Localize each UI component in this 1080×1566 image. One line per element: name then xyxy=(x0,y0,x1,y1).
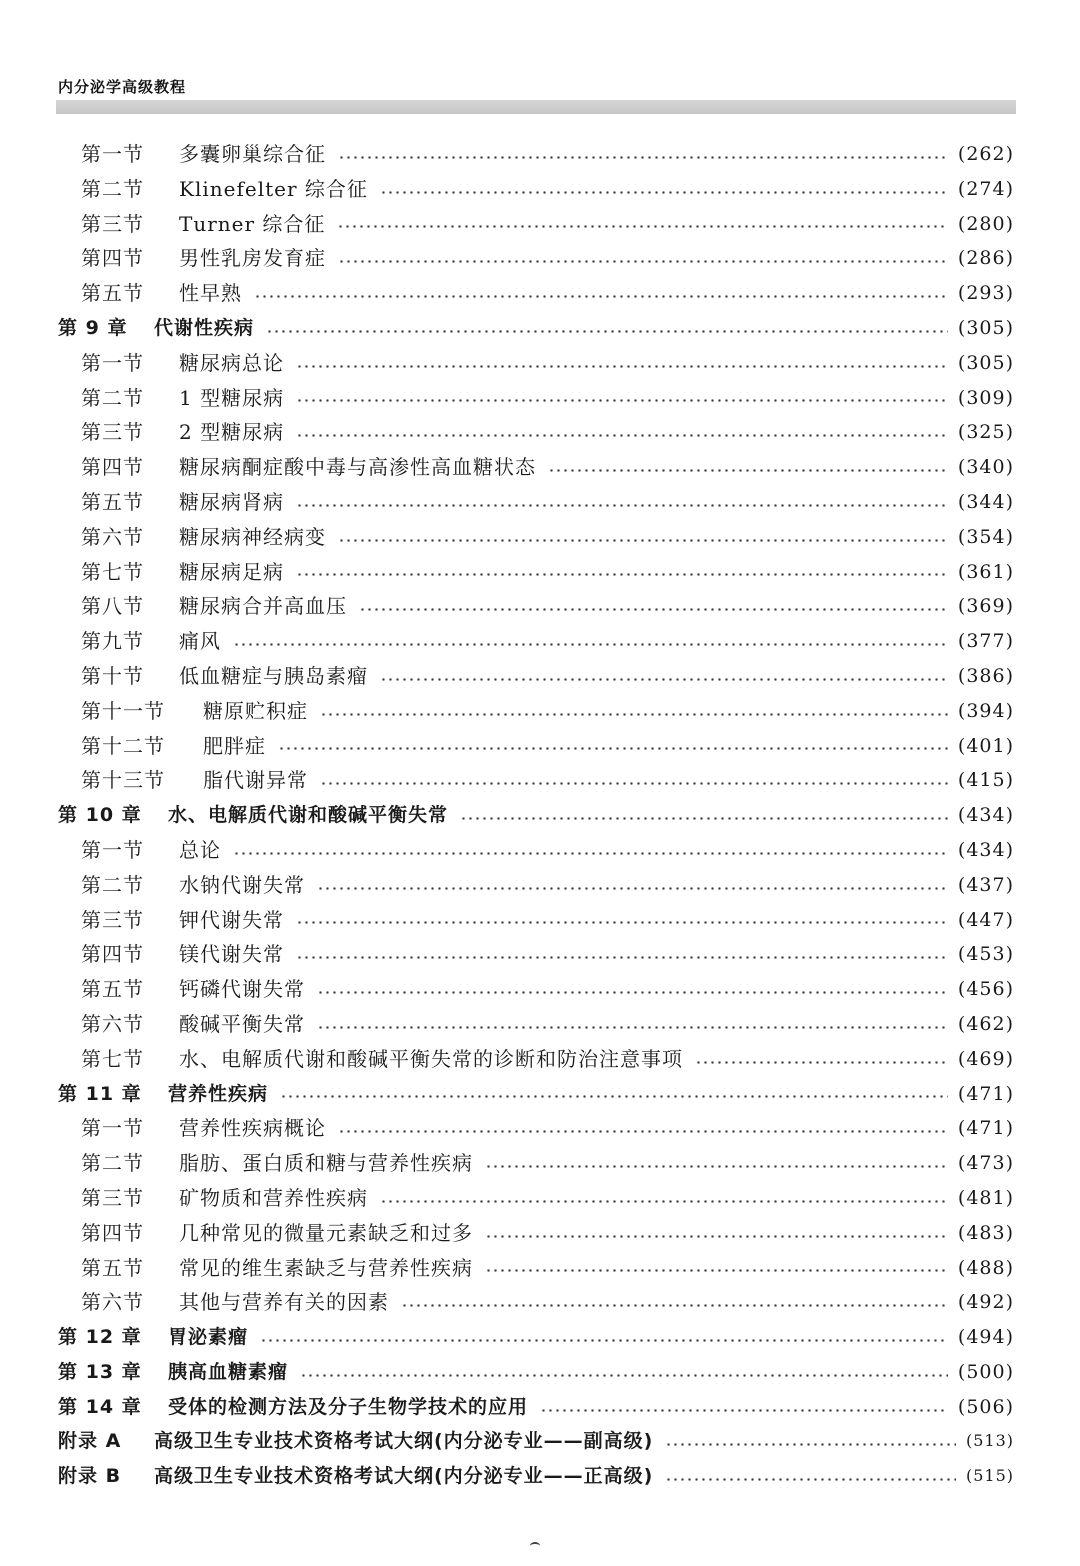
toc-entry-number: 第三节 xyxy=(81,211,144,236)
toc-entry-title: 低血糖症与胰岛素瘤 xyxy=(179,663,368,688)
toc-entry-page: (354) xyxy=(957,525,1014,548)
toc-entry-page: (471) xyxy=(957,1117,1014,1140)
toc-entry-page: (415) xyxy=(957,769,1014,792)
toc-entry-title: 总论 xyxy=(179,837,221,862)
toc-entry-page: (483) xyxy=(957,1221,1014,1244)
toc-entry-number: 第七节 xyxy=(81,1046,144,1071)
dot-leader xyxy=(380,1200,948,1203)
toc-entry-number: 第一节 xyxy=(81,142,144,166)
toc-entry-section xyxy=(0,694,1080,729)
toc-entry-title: 代谢性疾病 xyxy=(154,316,255,339)
toc-entry-title: 糖原贮积症 xyxy=(203,698,308,723)
toc-entry-title: 营养性疾病概论 xyxy=(179,1116,326,1141)
dot-leader xyxy=(260,1339,948,1342)
toc-entry-title: 高级卫生专业技术资格考试大纲(内分泌专业——正高级) xyxy=(154,1465,654,1488)
toc-entry-number: 第二节 xyxy=(81,385,144,410)
toc-entry-page: (515) xyxy=(965,1466,1014,1486)
dot-leader xyxy=(337,225,947,228)
toc-entry-title: 其他与营养有关的因素 xyxy=(179,1290,389,1315)
toc-entry-chapter xyxy=(0,311,1080,346)
toc-entry-section xyxy=(0,207,1080,242)
dot-leader xyxy=(317,1026,948,1029)
toc-entry-page: (447) xyxy=(957,908,1014,931)
toc-entry-page: (492) xyxy=(957,1291,1014,1314)
toc-entry-title: 糖尿病合并高血压 xyxy=(179,594,347,619)
toc-entry-title: 痛风 xyxy=(179,629,221,654)
toc-entry-section xyxy=(0,450,1080,485)
toc-entry-title: 脂肪、蛋白质和糖与营养性疾病 xyxy=(179,1151,473,1176)
toc-entry-page: (386) xyxy=(957,664,1014,687)
toc-entry-title: 糖尿病足病 xyxy=(179,559,284,584)
toc-entry-number: 第 14 章 xyxy=(58,1395,142,1418)
toc-entry-title: 钾代谢失常 xyxy=(179,907,284,932)
toc-entry-title: 水、电解质代谢和酸碱平衡失常的诊断和防治注意事项 xyxy=(179,1046,683,1071)
toc-entry-section xyxy=(0,555,1080,590)
toc-entry-title: 多囊卵巢综合征 xyxy=(179,142,326,166)
toc-entry-page: (437) xyxy=(957,873,1014,896)
toc-entry-section xyxy=(0,381,1080,416)
dot-leader xyxy=(485,1165,948,1168)
header-rule-bar xyxy=(56,100,1016,114)
toc-entry-section xyxy=(0,833,1080,868)
toc-entry-number: 第三节 xyxy=(81,420,144,445)
toc-entry-number: 第四节 xyxy=(81,246,144,271)
toc-entry-section xyxy=(0,276,1080,311)
dot-leader xyxy=(280,1095,948,1098)
toc-entry-section xyxy=(0,1042,1080,1077)
toc-entry-number: 第一节 xyxy=(81,1116,144,1141)
dot-leader xyxy=(317,887,948,890)
toc-entry-section xyxy=(0,589,1080,624)
toc-entry-appendix xyxy=(0,1424,1080,1459)
toc-entry-number: 第三节 xyxy=(81,907,144,932)
toc-entry-section xyxy=(0,1007,1080,1042)
toc-entry-page: (401) xyxy=(957,734,1014,757)
toc-entry-title: 2 型糖尿病 xyxy=(179,420,285,445)
toc-entry-page: (473) xyxy=(957,1152,1014,1175)
toc-entry-section xyxy=(0,172,1080,207)
dot-leader xyxy=(485,1235,948,1238)
toc-entry-page: (262) xyxy=(957,143,1014,165)
dot-leader xyxy=(460,817,948,820)
toc-entry-number: 第四节 xyxy=(81,1220,144,1245)
toc-entry-section xyxy=(0,903,1080,938)
dot-leader xyxy=(296,365,948,368)
toc-entry-page: (325) xyxy=(957,421,1014,444)
toc-entry-title: 糖尿病总论 xyxy=(179,350,284,375)
toc-entry-title: 钙磷代谢失常 xyxy=(179,977,305,1002)
toc-entry-section xyxy=(0,729,1080,764)
dot-leader xyxy=(296,504,948,507)
toc-entry-page: (361) xyxy=(957,560,1014,583)
dot-leader xyxy=(359,608,948,611)
toc-entry-number: 第十节 xyxy=(81,663,144,688)
toc-entry-title: 矿物质和营养性疾病 xyxy=(179,1185,368,1210)
toc-entry-title: 脂代谢异常 xyxy=(203,768,308,793)
toc-entry-number: 第十一节 xyxy=(81,698,165,723)
toc-entry-page: (481) xyxy=(957,1186,1014,1209)
toc-entry-title: 胰高血糖素瘤 xyxy=(168,1360,289,1383)
toc-entry-title: 1 型糖尿病 xyxy=(179,385,285,410)
toc-entry-chapter xyxy=(0,1390,1080,1425)
toc-entry-title: 酸碱平衡失常 xyxy=(179,1011,305,1036)
toc-entry-section xyxy=(0,1111,1080,1146)
toc-entry-title: 高级卫生专业技术资格考试大纲(内分泌专业——副高级) xyxy=(154,1430,654,1453)
toc-entry-number: 第 13 章 xyxy=(58,1360,142,1383)
toc-entry-chapter xyxy=(0,798,1080,833)
toc-entry-page: (453) xyxy=(957,943,1014,966)
toc-entry-section xyxy=(0,659,1080,694)
dot-leader xyxy=(320,713,948,716)
dot-leader xyxy=(380,191,948,194)
toc-entry-page: (293) xyxy=(957,282,1014,305)
toc-entry-title: 镁代谢失常 xyxy=(179,942,284,967)
dot-leader xyxy=(300,1374,948,1377)
table-of-contents xyxy=(0,137,1080,1494)
dot-leader xyxy=(338,156,948,159)
dot-leader xyxy=(695,1061,948,1064)
toc-entry-title: 胃泌素瘤 xyxy=(168,1326,249,1349)
dot-leader xyxy=(548,469,948,472)
page-number-fragment xyxy=(530,1542,540,1550)
toc-entry-number: 第一节 xyxy=(81,350,144,375)
toc-entry-page: (305) xyxy=(957,316,1014,339)
toc-entry-number: 第十三节 xyxy=(81,768,165,793)
toc-entry-title: 糖尿病酮症酸中毒与高渗性高血糖状态 xyxy=(179,455,536,480)
dot-leader xyxy=(665,1443,956,1446)
dot-leader xyxy=(296,434,948,437)
toc-entry-page: (469) xyxy=(957,1047,1014,1070)
toc-entry-page: (344) xyxy=(957,490,1014,513)
toc-entry-section xyxy=(0,1251,1080,1286)
toc-entry-number: 第六节 xyxy=(81,1290,144,1315)
toc-entry-number: 第九节 xyxy=(81,629,144,654)
toc-entry-title: 肥胖症 xyxy=(203,733,266,758)
toc-entry-title: 受体的检测方法及分子生物学技术的应用 xyxy=(168,1395,529,1418)
dot-leader xyxy=(233,852,948,855)
toc-entry-number: 第二节 xyxy=(81,1151,144,1176)
toc-entry-chapter xyxy=(0,1320,1080,1355)
dot-leader xyxy=(233,643,948,646)
toc-entry-title: 水、电解质代谢和酸碱平衡失常 xyxy=(168,804,449,827)
dot-leader xyxy=(338,260,948,263)
toc-entry-section xyxy=(0,624,1080,659)
dot-leader xyxy=(338,1130,948,1133)
toc-entry-number: 第 11 章 xyxy=(58,1082,142,1105)
dot-leader xyxy=(317,991,948,994)
dot-leader xyxy=(380,678,948,681)
toc-entry-number: 第四节 xyxy=(81,455,144,480)
toc-entry-page: (377) xyxy=(957,630,1014,653)
toc-entry-section xyxy=(0,937,1080,972)
toc-entry-page: (280) xyxy=(957,212,1014,235)
toc-entry-page: (434) xyxy=(957,838,1014,861)
toc-entry-page: (340) xyxy=(957,456,1014,479)
toc-entry-section xyxy=(0,972,1080,1007)
toc-entry-number: 第五节 xyxy=(81,977,144,1002)
toc-entry-number: 第四节 xyxy=(81,942,144,967)
dot-leader xyxy=(401,1304,948,1307)
toc-entry-number: 附录 B xyxy=(58,1465,122,1488)
toc-entry-number: 第一节 xyxy=(81,837,144,862)
toc-entry-page: (462) xyxy=(957,1012,1014,1035)
toc-entry-number: 第二节 xyxy=(81,176,144,201)
toc-entry-page: (506) xyxy=(957,1395,1014,1418)
toc-entry-appendix xyxy=(0,1459,1080,1494)
toc-entry-number: 第五节 xyxy=(81,489,144,514)
toc-entry-section xyxy=(0,137,1080,172)
toc-entry-page: (513) xyxy=(965,1431,1014,1451)
toc-entry-page: (286) xyxy=(957,247,1014,270)
toc-entry-section xyxy=(0,1181,1080,1216)
dot-leader xyxy=(296,921,948,924)
toc-entry-section xyxy=(0,1146,1080,1181)
toc-entry-section xyxy=(0,485,1080,520)
toc-entry-title: 糖尿病肾病 xyxy=(179,489,284,514)
toc-entry-section xyxy=(0,520,1080,555)
toc-entry-section xyxy=(0,1216,1080,1251)
toc-entry-page: (471) xyxy=(957,1082,1014,1105)
toc-entry-page: (500) xyxy=(957,1360,1014,1383)
dot-leader xyxy=(485,1269,948,1272)
toc-entry-number: 第三节 xyxy=(81,1185,144,1210)
toc-entry-number: 第 9 章 xyxy=(58,316,128,339)
toc-entry-number: 第 10 章 xyxy=(58,804,142,827)
toc-entry-section xyxy=(0,868,1080,903)
toc-entry-title: 糖尿病神经病变 xyxy=(179,524,326,549)
toc-entry-number: 第五节 xyxy=(81,1255,144,1280)
dot-leader xyxy=(278,747,948,750)
toc-entry-page: (369) xyxy=(957,595,1014,618)
toc-entry-page: (394) xyxy=(957,699,1014,722)
toc-entry-number: 第六节 xyxy=(81,1011,144,1036)
toc-entry-number: 第五节 xyxy=(81,281,144,306)
toc-entry-section xyxy=(0,346,1080,381)
toc-entry-page: (274) xyxy=(957,177,1014,200)
toc-entry-section xyxy=(0,1285,1080,1320)
toc-entry-title: 性早熟 xyxy=(179,281,242,306)
toc-entry-section xyxy=(0,415,1080,450)
toc-entry-number: 第八节 xyxy=(81,594,144,619)
toc-entry-page: (456) xyxy=(957,978,1014,1001)
toc-entry-chapter xyxy=(0,1077,1080,1112)
toc-entry-title: 常见的维生素缺乏与营养性疾病 xyxy=(179,1255,473,1280)
toc-entry-title: 几种常见的微量元素缺乏和过多 xyxy=(179,1220,473,1245)
toc-entry-title: Turner 综合征 xyxy=(179,211,326,236)
toc-entry-page: (305) xyxy=(957,351,1014,374)
dot-leader xyxy=(296,573,948,576)
dot-leader xyxy=(338,539,948,542)
toc-entry-title: 水钠代谢失常 xyxy=(179,872,305,897)
toc-entry-page: (434) xyxy=(957,804,1014,827)
dot-leader xyxy=(266,330,948,333)
toc-entry-number: 第十二节 xyxy=(81,733,165,758)
dot-leader xyxy=(665,1478,956,1481)
dot-leader xyxy=(540,1409,948,1412)
toc-entry-page: (488) xyxy=(957,1256,1014,1279)
toc-entry-number: 第六节 xyxy=(81,524,144,549)
toc-entry-number: 第 12 章 xyxy=(58,1326,142,1349)
toc-entry-title: Klinefelter 综合征 xyxy=(179,176,368,201)
toc-entry-title: 营养性疾病 xyxy=(168,1082,269,1105)
toc-entry-page: (494) xyxy=(957,1326,1014,1349)
toc-entry-page: (309) xyxy=(957,386,1014,409)
running-header-title: 内分泌学高级教程 xyxy=(58,78,187,96)
dot-leader xyxy=(320,782,948,785)
toc-entry-number: 第二节 xyxy=(81,872,144,897)
toc-entry-number: 第七节 xyxy=(81,559,144,584)
toc-entry-section xyxy=(0,763,1080,798)
dot-leader xyxy=(254,295,948,298)
toc-entry-chapter xyxy=(0,1355,1080,1390)
dot-leader xyxy=(296,956,948,959)
toc-entry-title: 男性乳房发育症 xyxy=(179,246,326,271)
dot-leader xyxy=(296,399,948,402)
toc-entry-section xyxy=(0,241,1080,276)
toc-entry-number: 附录 A xyxy=(58,1430,122,1453)
